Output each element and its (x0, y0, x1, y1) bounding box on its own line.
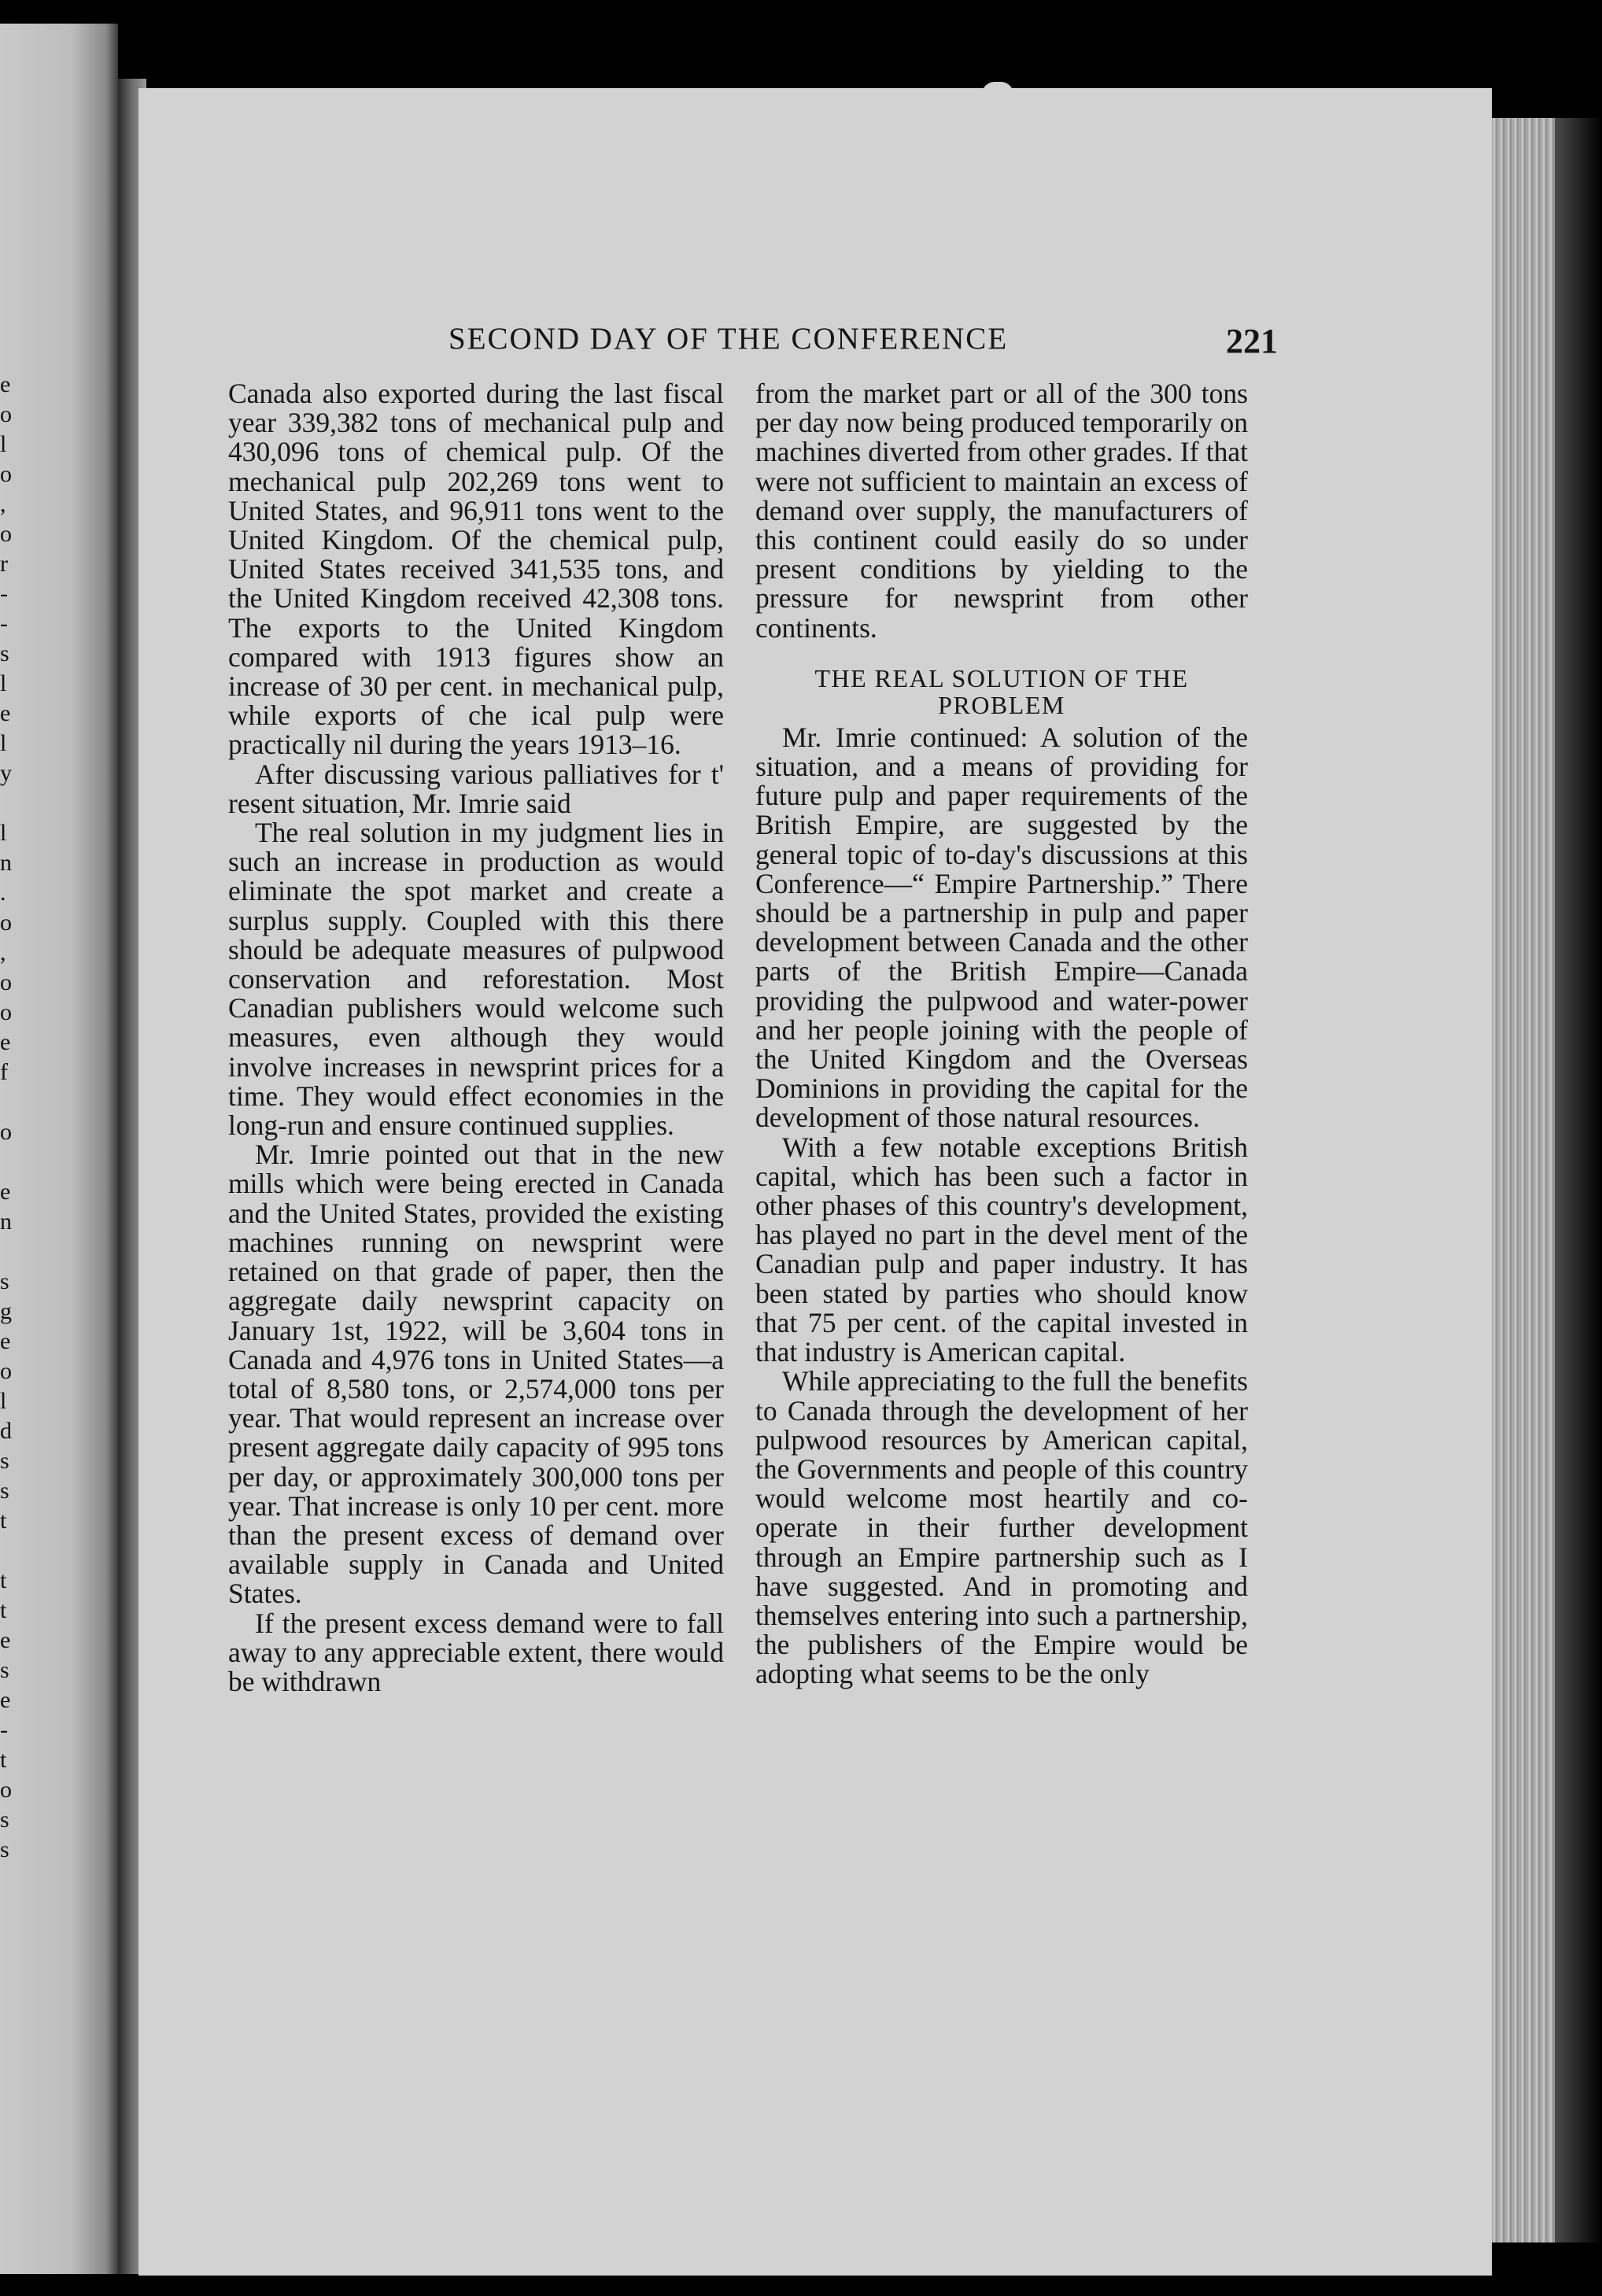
paragraph: Mr. Imrie pointed out that in the new mills which were being erected in Canada and the United States, provided the existing machines running on newsprint were retained on that grade of paper, then the aggregate daily newsprint capacity on January 1st, 1922, will be 3,604 tons in Canada and 4,976 tons in United States—a total of 8,580 tons, or 2,574,000 tons per year. That would represent an increase over present aggregate daily capacity of 995 tons per day, or approximately 300,000 tons per year. That increase is only 10 per cent. more than the present excess of demand over available supply in Canada and United States. (228, 1139, 724, 1610)
facing-page-char: o (0, 910, 12, 936)
page-edges (1492, 118, 1555, 2242)
page-notch (982, 82, 1013, 94)
facing-page-char (0, 1536, 24, 1566)
paragraph: The real solution in my judgment lies in such an increase in production as would eliminate the spot market and create a surplus supply. Coupled with this there should be adequate measures of pulpwood conservation and reforestation. Most Canadian publishers would welcome such measures, even although they would involve increases in newsprint prices for a time. They would effect economies in the long-run and ensure continued supplies. (228, 817, 724, 1142)
facing-page-char: f (0, 1059, 8, 1085)
facing-page-char: e (0, 371, 11, 397)
facing-page-char: l (0, 820, 7, 846)
paragraph: Mr. Imrie continued: A solution of the situation, and a means of providing for future pulp and paper requirements of the British Empire, are suggested by the general topic of to-day's discussions at this Conference—“ Empire Partnership.” There should be a partnership in pulp and paper development between Canada and the other parts of the British Empire—Canada providing the pulpwood and water-power and her people joining with the people of the United Kingdom and the Overseas Dominions in providing the capital for the development of those natural resources. (755, 721, 1248, 1134)
facing-page-char: t (0, 1597, 7, 1623)
facing-page-char: s (0, 1268, 9, 1294)
facing-page-char: s (0, 1657, 9, 1683)
page-edges-shadow (1555, 118, 1602, 2242)
running-header: SECOND DAY OF THE CONFERENCE (448, 322, 1009, 356)
facing-page-char: t (0, 1747, 7, 1773)
facing-page-char: o (0, 999, 12, 1025)
facing-page-char: n (0, 1209, 12, 1235)
facing-page-char: e (0, 1029, 11, 1055)
facing-page-char: y (0, 760, 12, 786)
facing-page-char: s (0, 1836, 9, 1862)
facing-page-char (0, 1147, 24, 1177)
facing-page-char: e (0, 1179, 11, 1205)
facing-page-char: l (0, 730, 7, 756)
facing-page-char: s (0, 1807, 9, 1833)
paragraph: While appreciating to the full the benefits to Canada through the development of her pulpwood resources by American capital, the Governments and people of this country would welcome most heartily and co-operate in their further development through an Empire partnership such as I have suggested. And in promoting and themselves entering into such a partnership, the publishers of the Empire would be adopting what seems to be the only (755, 1365, 1248, 1690)
facing-page-char: e (0, 700, 11, 726)
paragraph-continuation: from the market part or all of the 300 tons per day now being produced temporarily on machines diverted from other grades. If that were not sufficient to maintain an excess of demand over supply, the manufacturers of this continent could easily do so under present conditions by yielding to the pressure for newsprint from other continents. (755, 378, 1248, 644)
paragraph: If the present excess demand were to fall away to any appreciable extent, there would be withdrawn (228, 1607, 724, 1697)
facing-page-char: s (0, 1478, 9, 1504)
facing-page-char: e (0, 1627, 11, 1653)
section-subheading: THE REAL SOLUTION OF THE PROBLEM (814, 663, 1189, 719)
facing-page-char: e (0, 1687, 11, 1713)
facing-page-char: l (0, 431, 7, 457)
facing-page-char (0, 788, 24, 818)
right-column (755, 379, 1248, 1689)
facing-page-margin-text (0, 370, 24, 1865)
facing-page-char: o (0, 1777, 12, 1803)
facing-page-char: - (0, 611, 8, 637)
facing-page-char: . (0, 880, 6, 906)
facing-page-char: s (0, 1448, 9, 1474)
facing-page-char: o (0, 461, 12, 487)
facing-page-char: - (0, 581, 8, 607)
facing-page-char: r (0, 551, 8, 577)
facing-page-char: o (0, 1358, 12, 1384)
left-column (228, 379, 724, 1696)
facing-page-char: o (0, 1119, 12, 1145)
facing-page-char: g (0, 1298, 12, 1324)
facing-page-char: n (0, 850, 12, 876)
facing-page-char: o (0, 521, 12, 547)
paragraph: After discussing various palliatives for t' resent situation, Mr. Imrie said (228, 758, 724, 819)
paragraph: Canada also exported during the last fiscal year 339,382 tons of mechanical pulp and 430,096 tons of chemical pulp. Of the mechanical pulp 202,269 tons went to United States, and 96,911 tons went to the United Kingdom. Of the chemical pulp, United States received 341,535 tons, and the United Kingdom received 42,308 tons. The exports to the United Kingdom compared with 1913 figures show an increase of 30 per cent. in mechanical pulp, while exports of che ical pulp were practically nil during the years 1913–16. (228, 378, 724, 761)
page-number: 221 (1226, 322, 1278, 360)
facing-page-char: , (0, 491, 6, 517)
facing-page-char: o (0, 969, 12, 995)
facing-page-char: t (0, 1508, 7, 1534)
facing-page-char: e (0, 1328, 11, 1354)
paragraph: With a few notable exceptions British capital, which has been such a factor in other phases of this country's development, has played no part in the devel ment of the Canadian pulp and paper industry. It has been stated by parties who should know that 75 per cent. of the capital invested in that industry is American capital. (755, 1131, 1248, 1368)
facing-page-char: l (0, 1388, 7, 1414)
facing-page-char (0, 1087, 24, 1117)
facing-page-char: d (0, 1418, 12, 1444)
facing-page-char: o (0, 401, 12, 427)
facing-page-char: - (0, 1717, 8, 1743)
facing-page-char: l (0, 670, 7, 696)
facing-page-char (0, 1237, 24, 1267)
facing-page-char: s (0, 640, 9, 666)
facing-page-char: , (0, 939, 6, 965)
facing-page-char: t (0, 1567, 7, 1593)
